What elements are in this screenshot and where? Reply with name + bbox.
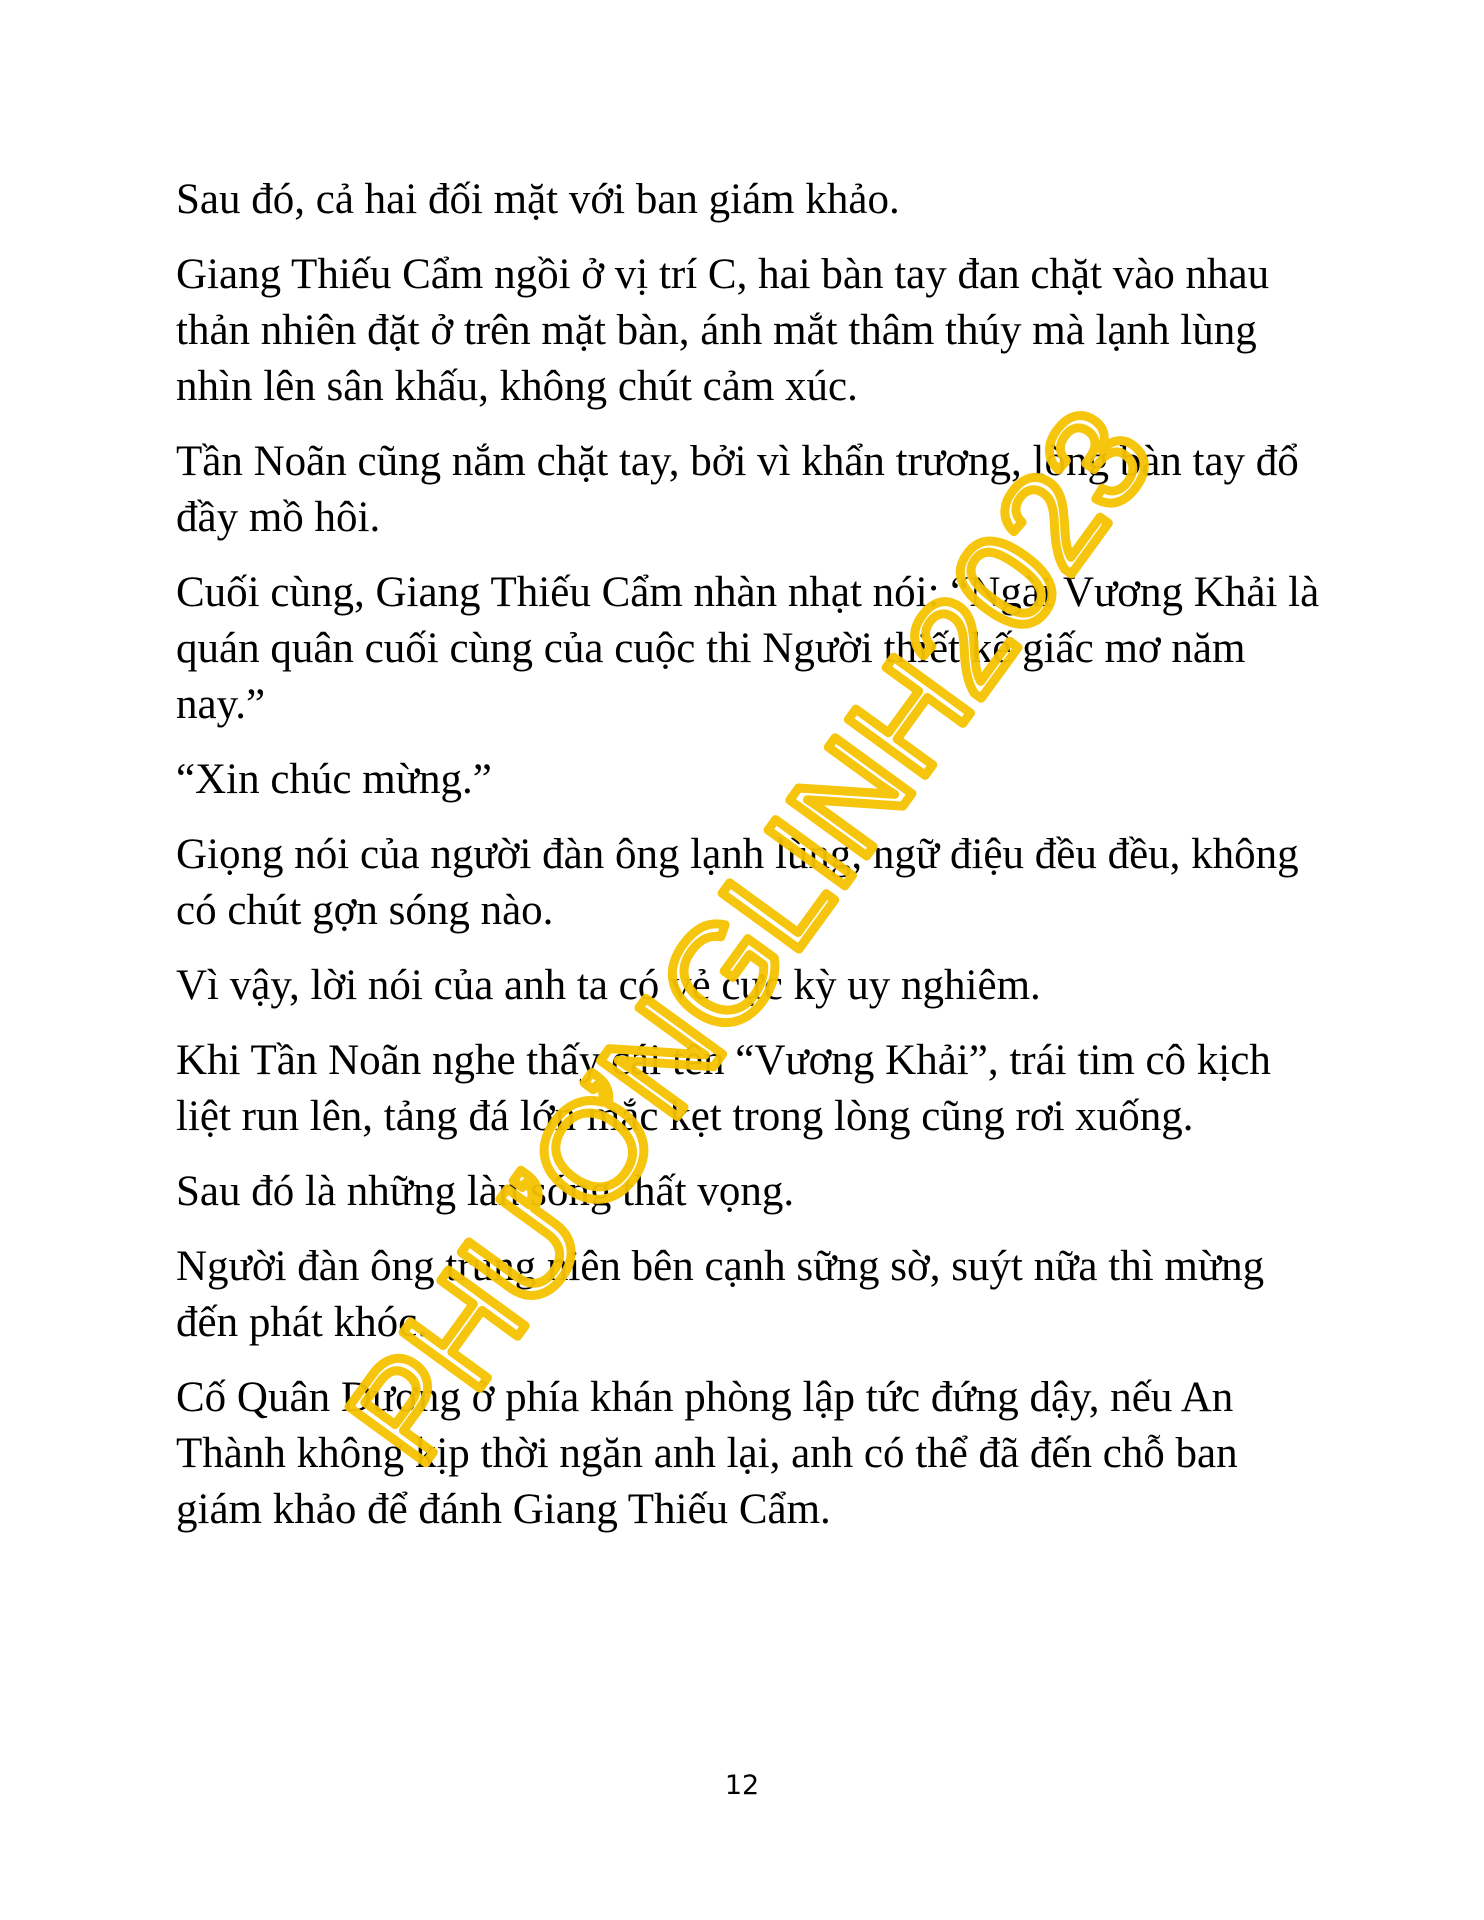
page-number: 12 [724,1770,760,1801]
body-text [176,172,1326,1557]
paragraph: Cuối cùng, Giang Thiếu Cẩm nhàn nhạt nói: “Ngài Vương Khải là quán quân cuối cùng của cuộc thi Người thiết kế giấc mơ năm nay.” [176,569,1320,728]
paragraph: Người đàn ông trung niên bên cạnh sững sờ, suýt nữa thì mừng đến phát khóc. [176,1243,1265,1346]
paragraph: Sau đó là những làn sóng thất vọng. [176,1168,795,1215]
paragraph: Giang Thiếu Cẩm ngồi ở vị trí C, hai bàn tay đan chặt vào nhau thản nhiên đặt ở trên mặt bàn, ánh mắt thâm thúy mà lạnh lùng nhìn lên sân khấu, không chút cảm xúc. [176,251,1270,410]
paragraph: Vì vậy, lời nói của anh ta có vẻ cực kỳ uy nghiêm. [176,962,1041,1009]
paragraph: Tần Noãn cũng nắm chặt tay, bởi vì khẩn trương, lòng bàn tay đổ đầy mồ hôi. [176,438,1299,541]
paragraph: Giọng nói của người đàn ông lạnh lùng, ngữ điệu đều đều, không có chút gợn sóng nào. [176,831,1299,934]
paragraph: Sau đó, cả hai đối mặt với ban giám khảo. [176,176,900,223]
paragraph: Khi Tần Noãn nghe thấy cái tên “Vương Khải”, trái tim cô kịch liệt run lên, tảng đá lớn mắc kẹt trong lòng cũng rơi xuống. [176,1037,1271,1140]
paragraph: “Xin chúc mừng.” [176,756,492,803]
paragraph: Cố Quân Dương ở phía khán phòng lập tức đứng dậy, nếu An Thành không kịp thời ngăn anh lại, anh có thể đã đến chỗ ban giám khảo để đánh Giang Thiếu Cẩm. [176,1374,1238,1533]
